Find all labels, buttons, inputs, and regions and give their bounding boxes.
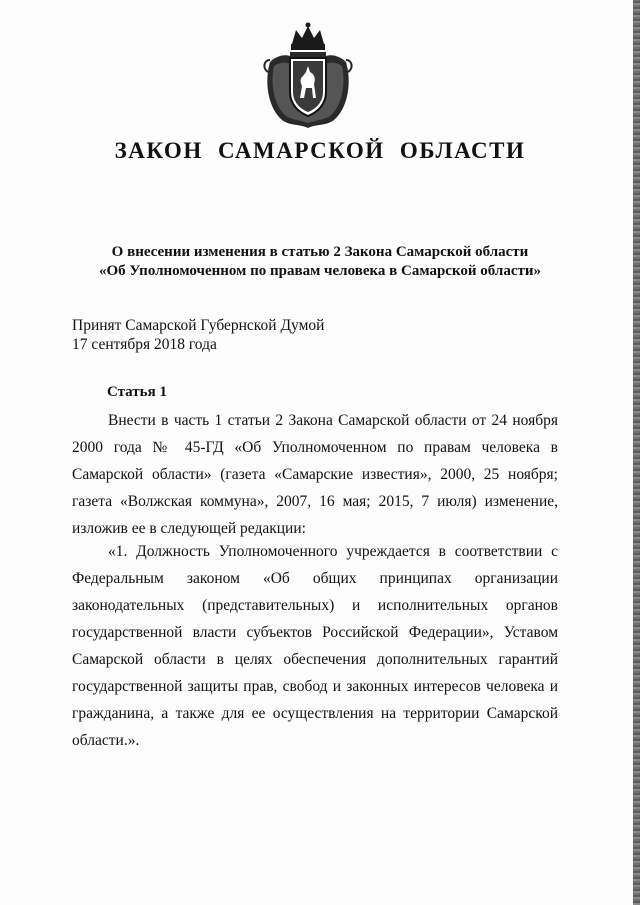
article-paragraph-2: «1. Должность Уполномоченного учреждается в соответствии с Федеральным законом «Об общих принципах организации законодательных (представительных) и исполнительных органов государственной власти субъектов Российской Федерации», Уставом Самарской области в целях обеспечения дополнительных гарантий государственной защиты прав, свобод и законных интересов человека и гражданина, а также для ее осуществления на территории Самарской области.». [72,543,558,749]
article-paragraph-1: Внести в часть 1 статьи 2 Закона Самарской области от 24 ноября 2000 года № 45-ГД «Об Уполномоченном по правам человека в Самарской области» (газета «Самарские известия», 2000, 25 ноября; газета «Волжская коммуна», 2007, 16 мая; 2015, 7 июля) изменение, изложив ее в следующей редакции: [72,412,558,537]
samara-coat-of-arms-icon [262,22,354,130]
subtitle-line-2: «Об Уполномоченном по правам человека в Самарской области» [98,263,541,279]
subtitle-line-1: О внесении изменения в статью 2 Закона Самарской области [111,244,529,260]
adoption-info [72,316,324,354]
scan-edge [633,0,640,905]
adoption-body: Принят Самарской Губернской Думой [72,317,325,334]
law-subtitle [40,243,600,281]
adoption-date: 17 сентября 2018 года [72,336,217,353]
law-title: ЗАКОН САМАРСКОЙ ОБЛАСТИ [114,138,526,163]
article-heading: Статья 1 [107,384,167,400]
